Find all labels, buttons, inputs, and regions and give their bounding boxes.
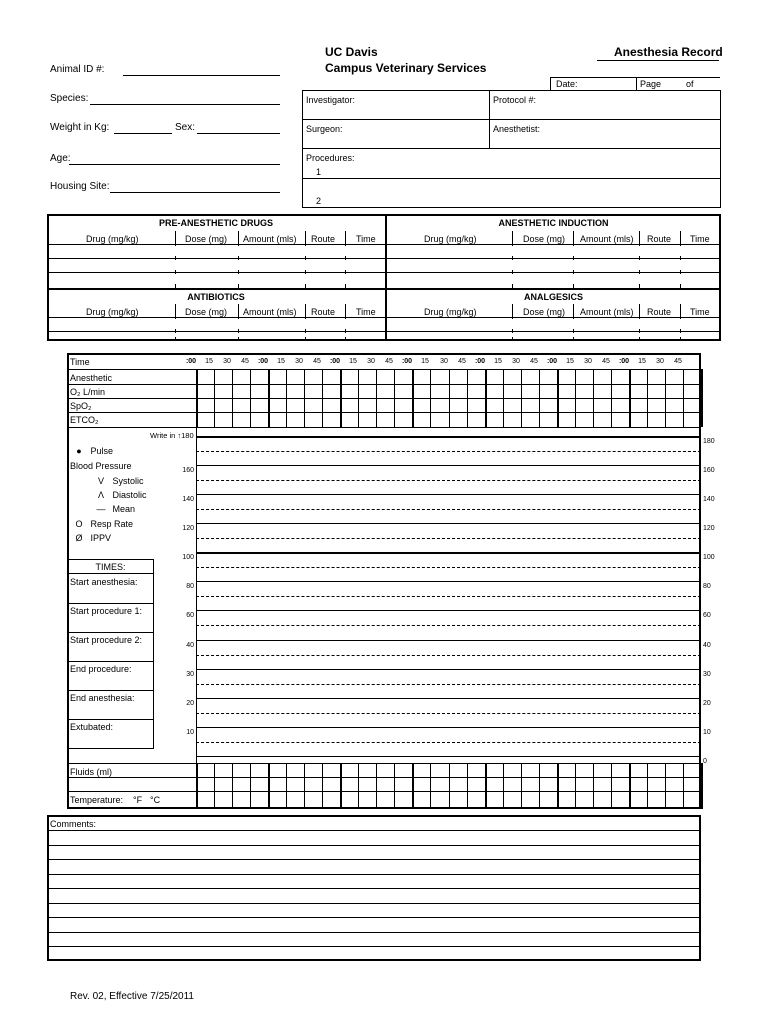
legend-mean: — Mean [92, 504, 135, 514]
cell-divider [175, 329, 176, 333]
grid-row [67, 412, 701, 413]
grid-col [358, 763, 359, 809]
cell-divider [680, 329, 681, 333]
scale-line [196, 494, 701, 495]
time-tick-label: :00 [329, 358, 341, 365]
col-amount: Amount (mls) [580, 234, 634, 244]
temp-c-label: °C [150, 795, 161, 805]
comment-line [47, 888, 701, 889]
time-tick-label: 30 [440, 358, 448, 365]
cell-divider [305, 329, 306, 333]
scale-line [196, 698, 701, 699]
grid-row [67, 763, 701, 764]
col-drug: Drug (mg/kg) [86, 234, 139, 244]
grid-col [286, 763, 287, 809]
date-label: Date: [556, 79, 578, 89]
grid-col [503, 763, 504, 809]
col-dose: Dose (mg) [185, 234, 228, 244]
legend-systolic: V Systolic [92, 476, 144, 486]
cell-divider [639, 270, 640, 274]
time-tick-label: 15 [566, 358, 574, 365]
left-scale-label: 40 [186, 642, 194, 649]
col-amount: Amount (mls) [580, 307, 634, 317]
anesthetist-label: Anesthetist: [493, 124, 541, 134]
pre-anesthetic-title: PRE-ANESTHETIC DRUGS [158, 218, 273, 228]
times-item[interactable]: End procedure: [70, 664, 132, 674]
time-tick-label: 30 [584, 358, 592, 365]
cell-divider [512, 270, 513, 274]
grid-col [701, 369, 703, 427]
grid-row [67, 398, 701, 399]
scale-dash [196, 509, 701, 510]
grid-row [67, 369, 701, 370]
cell-divider [639, 256, 640, 260]
scale-line [196, 756, 701, 757]
times-box [67, 559, 154, 749]
scale-dash [196, 742, 701, 743]
of-label: of [686, 79, 694, 89]
date-rule-top [550, 77, 720, 78]
scale-line [196, 523, 701, 524]
times-item[interactable]: Start procedure 2: [70, 635, 143, 645]
scale-dash [196, 480, 701, 481]
time-label: Time [70, 357, 90, 367]
cell-divider [512, 329, 513, 333]
times-divider [67, 719, 154, 720]
cell-divider [238, 284, 239, 288]
right-scale-label: 30 [703, 671, 711, 678]
grid-col [575, 763, 576, 809]
right-scale-label: 120 [703, 525, 715, 532]
protocol-label: Protocol #: [493, 95, 537, 105]
resp-symbol: O [75, 519, 83, 529]
grid-col [593, 763, 594, 809]
temperature-label: Temperature: [70, 795, 124, 805]
grid-row [67, 427, 701, 428]
times-item[interactable]: Extubated: [70, 722, 114, 732]
cell-divider [175, 256, 176, 260]
cell-divider [305, 337, 306, 341]
age-label: Age: [50, 153, 71, 164]
age-field[interactable] [69, 164, 280, 165]
grid-col [250, 763, 251, 809]
time-tick-label: 30 [512, 358, 520, 365]
left-scale-label: 120 [182, 525, 194, 532]
time-tick-label: 45 [385, 358, 393, 365]
grid-col [214, 763, 215, 809]
analgesics-title: ANALGESICS [523, 292, 583, 302]
col-route: Route [311, 307, 336, 317]
scale-dash [196, 538, 701, 539]
cell-divider [345, 284, 346, 288]
row-anesthetic: Anesthetic [70, 373, 113, 383]
comment-line [47, 932, 701, 933]
org-line-2: Campus Veterinary Services [325, 61, 487, 75]
cell-divider [175, 284, 176, 288]
header-divider [238, 304, 239, 317]
species-field[interactable] [90, 104, 280, 105]
scale-line [196, 552, 701, 554]
cell-divider [345, 329, 346, 333]
times-divider [67, 632, 154, 633]
drug-row-line [47, 331, 721, 332]
right-scale-label: 10 [703, 729, 711, 736]
grid-row [67, 777, 701, 778]
header-divider [345, 231, 346, 244]
cell-divider [175, 270, 176, 274]
grid-col [701, 763, 703, 809]
time-tick-label: :00 [546, 358, 558, 365]
col-dose: Dose (mg) [185, 307, 228, 317]
header-divider [175, 304, 176, 317]
col-route: Route [647, 234, 672, 244]
legend-pulse: ● Pulse [70, 446, 113, 456]
grid-col [557, 763, 559, 809]
left-scale-label: 60 [186, 612, 194, 619]
time-tick-label: 30 [295, 358, 303, 365]
grid-col [665, 763, 666, 809]
fluids-label: Fluids (ml) [70, 767, 112, 777]
header-divider [680, 304, 681, 317]
cell-divider [639, 284, 640, 288]
cell-divider [680, 284, 681, 288]
cell-divider [305, 270, 306, 274]
comments-label: Comments: [50, 819, 97, 829]
scale-dash [196, 567, 701, 568]
time-tick-label: 15 [421, 358, 429, 365]
scale-line [196, 610, 701, 611]
times-divider [67, 690, 154, 691]
legend-diastolic: Λ Diastolic [92, 490, 147, 500]
org-line-1: UC Davis [325, 45, 378, 59]
header-divider [512, 231, 513, 244]
cell-divider [305, 256, 306, 260]
row-etco2: ETCO₂ [70, 415, 99, 425]
grid-col [232, 763, 233, 809]
right-scale-label: 80 [703, 583, 711, 590]
right-scale-label: 180 [703, 438, 715, 445]
header-divider [305, 231, 306, 244]
mean-symbol: — [96, 504, 106, 514]
right-scale-label: 140 [703, 496, 715, 503]
title-rule [597, 60, 719, 61]
header-divider [573, 231, 574, 244]
times-divider [67, 603, 154, 604]
diastolic-symbol: Λ [97, 490, 104, 500]
cell-divider [573, 256, 574, 260]
scale-line [196, 669, 701, 670]
col-time: Time [356, 307, 376, 317]
animal-id-field[interactable] [123, 75, 280, 76]
cell-divider [345, 337, 346, 341]
procedure-2-number: 2 [316, 196, 322, 206]
header-divider [573, 304, 574, 317]
weight-label: Weight in Kg: [50, 122, 110, 133]
comment-line [47, 830, 701, 831]
cell-divider [175, 337, 176, 341]
grid-col [322, 763, 323, 809]
time-tick-label: 45 [530, 358, 538, 365]
left-scale-label: 80 [186, 583, 194, 590]
species-label: Species: [50, 93, 89, 104]
scale-line [196, 640, 701, 641]
comment-line [47, 845, 701, 846]
scale-dash [196, 625, 701, 626]
time-tick-label: 45 [458, 358, 466, 365]
header-divider [345, 304, 346, 317]
cell-divider [573, 284, 574, 288]
header-divider [639, 304, 640, 317]
record-title: Anesthesia Record [614, 45, 723, 59]
col-dose: Dose (mg) [523, 307, 566, 317]
grid-col [304, 763, 305, 809]
times-item[interactable]: Start anesthesia: [70, 577, 138, 587]
scale-dash [196, 684, 701, 685]
col-amount: Amount (mls) [243, 234, 297, 244]
animal-id-label: Animal ID #: [50, 64, 105, 75]
time-tick-label: 15 [205, 358, 213, 365]
time-tick-label: 30 [223, 358, 231, 365]
cell-divider [238, 329, 239, 333]
time-tick-label: 15 [494, 358, 502, 365]
chart-left-edge [196, 427, 197, 763]
time-tick-label: :00 [401, 358, 413, 365]
scale-dash [196, 655, 701, 656]
comment-line [47, 946, 701, 947]
cell-divider [238, 256, 239, 260]
scale-dash [196, 713, 701, 714]
revision-note: Rev. 02, Effective 7/25/2011 [70, 991, 194, 1002]
induction-title: ANESTHETIC INDUCTION [498, 218, 609, 228]
housing-label: Housing Site: [50, 181, 110, 192]
time-tick-label: :00 [257, 358, 269, 365]
antibiotics-title: ANTIBIOTICS [187, 292, 245, 302]
time-tick-label: 45 [241, 358, 249, 365]
legend-resp: O Resp Rate [70, 519, 133, 529]
col-time: Time [690, 234, 710, 244]
left-scale-label: 140 [182, 496, 194, 503]
col-route: Route [647, 307, 672, 317]
pulse-symbol: ● [76, 446, 82, 456]
grid-col [539, 763, 540, 809]
right-scale-label: 100 [703, 554, 715, 561]
legend-bp: Blood Pressure [70, 461, 132, 471]
cell-divider [639, 337, 640, 341]
header-divider [639, 231, 640, 244]
time-tick-label: 15 [638, 358, 646, 365]
times-item[interactable]: End anesthesia: [70, 693, 135, 703]
cell-divider [345, 256, 346, 260]
times-divider [67, 661, 154, 662]
times-title: TIMES: [95, 562, 126, 572]
header-divider [238, 231, 239, 244]
systolic-symbol: V [97, 476, 104, 486]
cell-divider [680, 256, 681, 260]
cell-divider [680, 337, 681, 341]
right-scale-label: 60 [703, 612, 711, 619]
times-item[interactable]: Start procedure 1: [70, 606, 143, 616]
grid-col [376, 763, 377, 809]
right-scale-label: 20 [703, 700, 711, 707]
row-spo2: SpO₂ [70, 401, 92, 411]
grid-col [629, 763, 631, 809]
time-tick-label: :00 [618, 358, 630, 365]
sex-label: Sex: [175, 122, 196, 133]
grid-col [340, 763, 342, 809]
cell-divider [573, 337, 574, 341]
left-scale-label: 20 [186, 700, 194, 707]
scale-dash [196, 596, 701, 597]
grid-col [412, 763, 414, 809]
right-scale-label: 0 [703, 758, 707, 765]
left-scale-label: 160 [182, 467, 194, 474]
time-tick-label: 15 [349, 358, 357, 365]
grid-row [67, 384, 701, 385]
drug-row-line [47, 244, 721, 245]
temp-f-label: °F [133, 795, 143, 805]
col-drug: Drug (mg/kg) [86, 307, 139, 317]
grid-col [449, 763, 450, 809]
scale-line [196, 465, 701, 466]
surgeon-label: Surgeon: [306, 124, 343, 134]
col-time: Time [690, 307, 710, 317]
time-tick-label: 45 [313, 358, 321, 365]
page-label: Page [640, 79, 662, 89]
cell-divider [512, 256, 513, 260]
drug-row-line [47, 272, 721, 273]
grid-col [467, 763, 468, 809]
grid-col [485, 763, 487, 809]
grid-col [268, 763, 270, 809]
left-scale-label: 100 [182, 554, 194, 561]
info-box [302, 90, 721, 208]
grid-col [683, 763, 684, 809]
sex-field[interactable] [197, 133, 280, 134]
row-o2: O₂ L/min [70, 387, 106, 397]
procedures-label: Procedures: [306, 153, 355, 163]
col-route: Route [311, 234, 336, 244]
cell-divider [573, 329, 574, 333]
cell-divider [573, 270, 574, 274]
drug-row-line [47, 258, 721, 259]
grid-col [430, 763, 431, 809]
housing-field[interactable] [110, 192, 280, 193]
cell-divider [512, 337, 513, 341]
grid-row [67, 791, 701, 792]
time-tick-label: :00 [474, 358, 486, 365]
header-divider [305, 304, 306, 317]
comment-line [47, 917, 701, 918]
comment-line [47, 874, 701, 875]
cell-divider [305, 284, 306, 288]
grid-col [521, 763, 522, 809]
procedure-1-number: 1 [316, 167, 322, 177]
time-tick-label: 15 [277, 358, 285, 365]
cell-divider [238, 337, 239, 341]
col-amount: Amount (mls) [243, 307, 297, 317]
grid-col [647, 763, 648, 809]
investigator-label: Investigator: [306, 95, 356, 105]
time-tick-label: :00 [185, 358, 197, 365]
col-dose: Dose (mg) [523, 234, 566, 244]
grid-col [394, 763, 395, 809]
time-tick-label: 45 [602, 358, 610, 365]
cell-divider [345, 270, 346, 274]
time-tick-label: 30 [656, 358, 664, 365]
legend-ippv: Ø IPPV [70, 533, 111, 543]
cell-divider [512, 284, 513, 288]
weight-field[interactable] [114, 133, 172, 134]
comment-line [47, 903, 701, 904]
grid-col [196, 763, 198, 809]
col-drug: Drug (mg/kg) [424, 307, 477, 317]
grid-col [611, 763, 612, 809]
comment-line [47, 859, 701, 860]
scale-line [196, 727, 701, 728]
ippv-symbol: Ø [75, 533, 83, 543]
scale-line [196, 436, 701, 438]
left-scale-label: 10 [186, 729, 194, 736]
scale-line [196, 581, 701, 582]
time-tick-label: 45 [674, 358, 682, 365]
left-scale-label: 30 [186, 671, 194, 678]
header-divider [175, 231, 176, 244]
col-time: Time [356, 234, 376, 244]
cell-divider [639, 329, 640, 333]
cell-divider [238, 270, 239, 274]
header-divider [680, 231, 681, 244]
scale-dash [196, 451, 701, 452]
right-scale-label: 160 [703, 467, 715, 474]
drug-row-line [47, 317, 721, 318]
header-divider [512, 304, 513, 317]
col-drug: Drug (mg/kg) [424, 234, 477, 244]
cell-divider [680, 270, 681, 274]
right-scale-label: 40 [703, 642, 711, 649]
time-tick-label: 30 [367, 358, 375, 365]
write-in-label: Write in ↑180 [150, 431, 194, 440]
